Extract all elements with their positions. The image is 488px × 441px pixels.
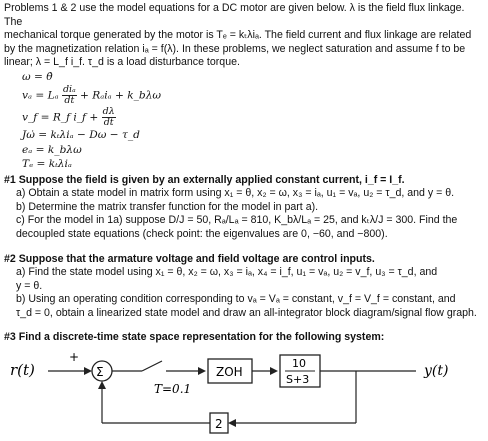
equation-omega: ω = θ̇ [22, 70, 53, 83]
eq2-fraction [62, 85, 77, 106]
model-equations [22, 71, 484, 172]
sampler-arrow [198, 367, 206, 375]
eq3-numerator: dλ [102, 106, 115, 118]
feedback-arrow [98, 381, 106, 389]
sampler-period: T=0.1 [154, 381, 192, 396]
problem1-heading: #1 Suppose the field is given by an externally applied constant current, i_f = I_f. [4, 173, 405, 186]
eq3-left: v_f = R_f i_f + [22, 111, 99, 124]
gain-arrow [228, 419, 236, 427]
block-diagram [4, 345, 484, 437]
problem2-part-b-line2: τ_d = 0, obtain a linearized state model and draw an all-integrator block diagram/signal flow graph. [16, 306, 477, 319]
equation-armature-voltage [22, 85, 484, 106]
input-arrow [84, 367, 92, 375]
eq3-denominator: dt [103, 117, 114, 129]
equation-torque: Tₑ = kₜλiₐ [22, 158, 72, 171]
equation-mechanical: Jω̇ = kₜλiₐ − Dω − τ_d [22, 129, 140, 142]
problem2-heading: #2 Suppose that the armature voltage and field voltage are control inputs. [4, 252, 375, 265]
plant-denominator: S+3 [286, 372, 310, 386]
eq3-fraction [102, 107, 116, 128]
output-label: y(t) [424, 362, 449, 379]
eq2-left: vₐ = Lₐ [22, 89, 59, 102]
intro-line-2: mechanical torque generated by the motor is Tₑ = kₜλiₐ. The field current and flux linkage are related [4, 29, 472, 42]
feedback-gain-label: 2 [215, 416, 223, 431]
problem1-part-b: b) Determine the matrix transfer function for the model in part a). [16, 200, 319, 213]
problem1-part-c-line1: c) For the model in 1a) suppose D/J = 50, Rₐ/Lₐ = 810, K_bλ/Lₐ = 25, and kₜλ/J = 300. Find the [16, 214, 458, 227]
intro-line-4: linear; λ = L_f i_f. τ_d is a load disturbance torque. [4, 56, 240, 69]
intro-line-1: Problems 1 & 2 use the model equations for a DC motor are given below. λ is the field flux linkage. The [4, 2, 465, 28]
equation-back-emf: eₐ = k_bλω [22, 143, 82, 156]
eq2-denominator: dt [64, 95, 75, 107]
problem2-part-b-line1: b) Using an operating condition corresponding to vₐ = Vₐ = constant, v_f = V_f = constant, and [16, 293, 456, 306]
document-page [4, 2, 484, 441]
zoh-label: ZOH [216, 364, 243, 379]
plus-sign: + [69, 349, 80, 364]
plant-numerator: 10 [292, 356, 306, 370]
summer-symbol: Σ [96, 364, 104, 379]
problem2-part-a-line2: y = θ. [16, 279, 43, 292]
plant-arrow [270, 367, 278, 375]
eq2-right: + Rₐiₐ + k_bλω [80, 89, 162, 102]
intro-line-3: by the magnetization relation iₐ = f(λ). In these problems, we neglect saturation and assume f to be [4, 42, 466, 55]
problem3-heading: #3 Find a discrete-time state space representation for the following system: [4, 331, 385, 344]
problem1-part-a: a) Obtain a state model in matrix form using x₁ = θ, x₂ = ω, x₃ = iₐ, u₁ = vₐ, u₂ = τ_d, and y = θ. [16, 187, 455, 200]
input-label: r(t) [10, 360, 35, 379]
sampler-switch [142, 361, 162, 371]
equation-field-voltage [22, 107, 484, 128]
problem1-part-c-line2: decoupled state equations (check point: the eigenvalues are 0, −60, and −800). [16, 227, 388, 240]
problem2-part-a-line1: a) Find the state model using x₁ = θ, x₂ = ω, x₃ = iₐ, x₄ = i_f, u₁ = vₐ, u₂ = v_f, u₃ = τ_d, and [16, 266, 438, 279]
eq2-numerator: diₐ [62, 84, 76, 96]
